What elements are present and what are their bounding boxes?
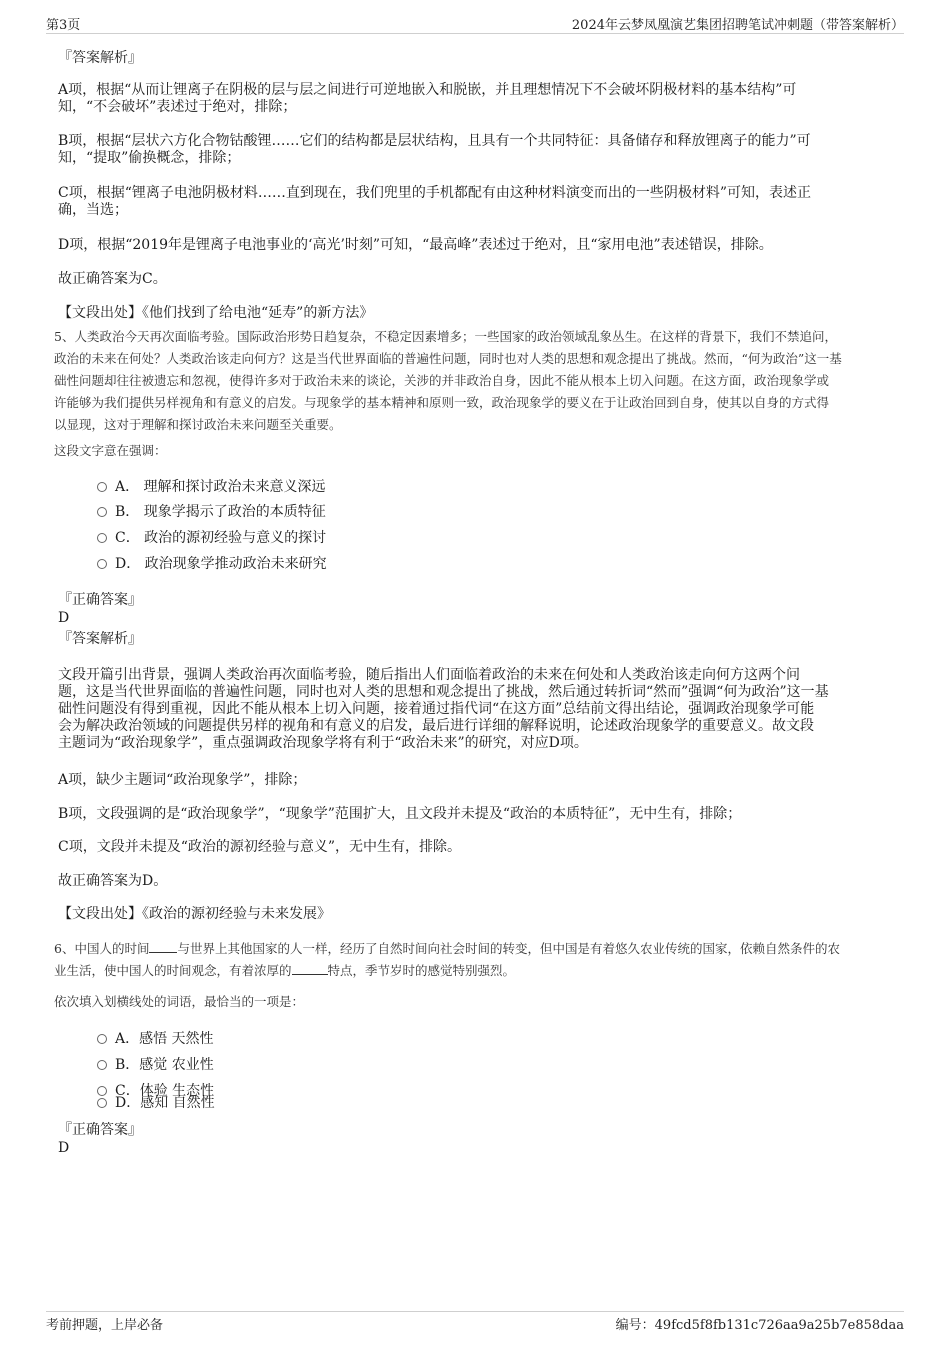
q4-option-a-explanation: A项，根据“从而让锂离子在阴极的层与层之间进行可逆地嵌入和脱嵌，并且理想情况下不会破坏阴极材料的基本结构”可 知，“不会破坏”表述过于绝对，排除； — [58, 82, 797, 115]
q4-source: 【文段出处】《他们找到了给电池“延寿”的新方法》 — [58, 305, 374, 321]
q4-analysis-label: 『答案解析』 — [58, 50, 142, 66]
q6-prompt: 依次填入划横线处的词语，最恰当的一项是： — [54, 994, 305, 1009]
radio-icon[interactable] — [97, 482, 107, 492]
q5-option-c-explanation: C项，文段并未提及“政治的源初经验与意义”，无中生有，排除。 — [58, 839, 462, 855]
q5-analysis-label: 『答案解析』 — [58, 631, 142, 647]
q5-answer-label: 『正确答案』 — [58, 592, 142, 608]
q5-passage: 5、人类政治今天再次面临考验。国际政治形势日趋复杂，不稳定因素增多；一些国家的政治领域乱象丛生。在这样的背景下，我们不禁追问， 政治的未来在何处？人类政治该走向何方？这是当代世界面临的普遍性问题，同时也对人类的思想和观念提出了挑战。然而，“何为政治”这一基 础性问题却往往被遗忘和忽视，使得许多对于政治未来的谈论，关涉的并非政治自身，因此不能从根本上切入问题。在这方面，政治现象学或 许能够为我们提供另样视角和有意义的启发。与现象学的基本精神和原则一致，政治现象学的要义在于让政治回到自身，使其以自身的方式得 以显现，这对于理解和探讨政治未来问题至关重要。 — [54, 329, 842, 432]
q5-option-a-explanation: A项，缺少主题词“政治现象学”，排除； — [58, 772, 307, 788]
q4-option-d-explanation: D项，根据“2019年是锂离子电池事业的‘高光’时刻”可知，“最高峰”表述过于绝对，且“家用电池”表述错误，排除。 — [58, 237, 773, 253]
footer-divider — [46, 1311, 904, 1312]
q6-answer: D — [58, 1140, 70, 1156]
fill-blank-2 — [292, 964, 328, 975]
q4-conclusion: 故正确答案为C。 — [58, 271, 167, 287]
q5-option-b-explanation: B项，文段强调的是“政治现象学”，“现象学”范围扩大，且文段并未提及“政治的本质特征”，无中生有，排除； — [58, 806, 742, 822]
q5-conclusion: 故正确答案为D。 — [58, 873, 168, 889]
header-divider — [46, 33, 904, 34]
radio-icon[interactable] — [97, 559, 107, 569]
radio-icon[interactable] — [97, 1098, 107, 1108]
q6-answer-label: 『正确答案』 — [58, 1122, 142, 1138]
q5-answer: D — [58, 610, 70, 626]
q5-source: 【文段出处】《政治的源初经验与未来发展》 — [58, 906, 331, 922]
q5-prompt: 这段文字意在强调： — [54, 443, 167, 458]
document-title: 2024年云梦凤凰演艺集团招聘笔试冲刺题（带答案解析） — [571, 18, 904, 33]
q4-option-b-explanation: B项，根据“层状六方化合物钴酸锂……它们的结构都是层状结构，且具有一个共同特征：具备储存和释放锂离子的能力”可 知，“提取”偷换概念，排除； — [58, 133, 811, 166]
fill-blank-1 — [149, 942, 177, 953]
radio-icon[interactable] — [97, 1060, 107, 1070]
radio-icon[interactable] — [97, 533, 107, 543]
page-number: 第3页 — [46, 18, 81, 33]
document-code: 编号：49fcd5f8fb131c726aa9a25b7e858daa — [615, 1318, 904, 1333]
radio-icon[interactable] — [97, 1034, 107, 1044]
radio-icon[interactable] — [97, 1086, 107, 1096]
footer-slogan: 考前押题，上岸必备 — [46, 1318, 164, 1333]
q5-analysis: 文段开篇引出背景，强调人类政治再次面临考验，随后指出人们面临着政治的未来在何处和人类政治该走向何方这两个问 题，这是当代世界面临的普遍性问题，同时也对人类的思想和观念提出了挑战，然后通过转折词“然而”强调“何为政治”这一基 础性问题没有得到重视，因此不能从根本上切入问题，接着通过指代词“在这方面”总结前文得出结论，强调政治现象学可能 会为解决政治领域的问题提供另样的视角和有意义的启发，最后进行详细的解释说明，论述政治现象学的重要意义。故文段 主题词为“政治现象学”，重点强调政治现象学将有利于“政治未来”的研究，对应D项。 — [58, 667, 829, 751]
radio-icon[interactable] — [97, 507, 107, 517]
q4-option-c-explanation: C项，根据“锂离子电池阴极材料……直到现在，我们兜里的手机都配有由这种材料演变而出的一些阴极材料”可知，表述正 确，当选； — [58, 185, 812, 218]
q6-passage: 6、中国人的时间 与世界上其他国家的人一样，经历了自然时间向社会时间的转变，但中国是有着悠久农业传统的国家，依赖自然条件的农 业生活，使中国人的时间观念，有着浓厚的 特点，季节岁时的感觉特别强烈。 — [54, 941, 840, 978]
